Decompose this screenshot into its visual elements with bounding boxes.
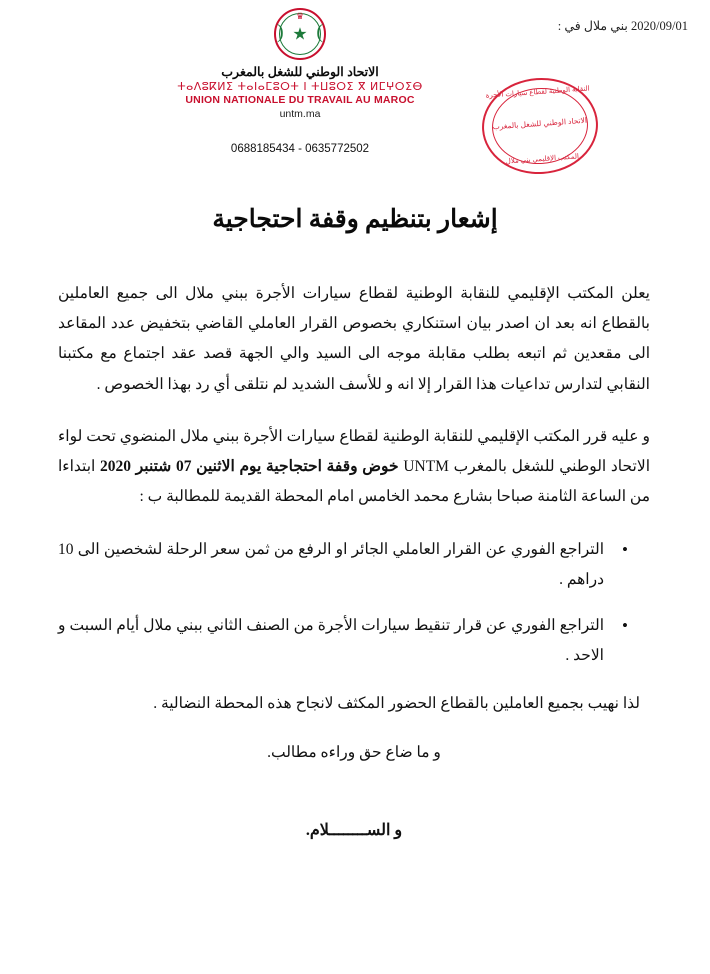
paragraph-2 <box>58 422 650 513</box>
date-line <box>558 18 688 34</box>
protest-date-bold: خوض وقفة احتجاجية يوم الاثنين 07 شتنبر 2020 <box>100 458 399 476</box>
page-title: إشعار بتنظيم وقفة احتجاجية <box>212 206 498 233</box>
crown-icon: ♛ <box>295 11 305 21</box>
org-name-arabic: الاتحاد الوطني للشغل بالمغرب <box>221 65 379 79</box>
wreath-right-icon: ) <box>316 21 323 43</box>
paragraph-2-part2: ابتداءا من الساعة الثامنة صباحا بشارع محمد الخامس امام المحطة القديمة للمطالبة ب : <box>58 458 650 506</box>
list-item: • التراجع الفوري عن القرار العاملي الجائر او الرفع من ثمن سعر الرحلة لشخصين الى 10 دراهم . <box>58 535 622 595</box>
closing-line-1: لذا نهيب بجميع العاملين بالقطاع الحضور المكثف لانجاح هذه المحطة النضالية . <box>153 695 640 713</box>
org-name-french: UNION NATIONALE DU TRAVAIL AU MAROC <box>185 94 415 106</box>
stamp-top-text: النقابة الوطنية لقطاع سيارات الأجرة <box>485 85 590 100</box>
demands-list <box>58 535 650 672</box>
stamp-bottom-text: المكتب الإقليمي بني ملال <box>505 153 580 166</box>
paragraph-2-part1: و عليه قرر المكتب الإقليمي للنقابة الوطنية لقطاع سيارات الأجرة ببني ملال المنضوي تحت لواء الاتحاد الوطني للشغل بالمغرب <box>58 427 650 476</box>
org-name-tifinagh: ⵜⴰⴷⵓⴽⵍⵉ ⵜⴰⵏⴰⵎⵓⵔⵜ ⵏ ⵜⵡⵓⵔⵉ ⴳ ⵍⵎⵖⵔⵉⴱ <box>177 80 423 93</box>
official-stamp <box>479 74 601 178</box>
morocco-untm-emblem-icon <box>274 8 326 60</box>
paragraph-1: يعلن المكتب الإقليمي للنقابة الوطنية لقطاع سيارات الأجرة ببني ملال الى جميع العاملين بالقطاع انه بعد ان اصدر بيان استنكاري بخصوص القرار العاملي القاضي بتخفيض عدد المقاعد الى مقعدين ثم اتبعه بطلب مقابلة موجه الى السيد والي الجهة قصد عقد اجتماع مع مكتبنا النقابي لتدارس تداعيات هذا القرار إلا انه و للأسف الشديد لم نتلقى أي رد بهذا الخصوص . <box>58 285 650 393</box>
organization-block <box>150 8 450 120</box>
signoff-text: و الســــــــلام. <box>305 821 403 839</box>
pentagram-star-icon: ★ <box>292 24 308 44</box>
date-label: بني ملال في : <box>557 19 628 33</box>
document-header <box>0 0 710 190</box>
list-item: • التراجع الفوري عن قرار تنقيط سيارات الأجرة من الصنف الثاني ببني ملال أيام السبت و الاحد . <box>58 611 622 671</box>
stamp-mid-text: الاتحاد الوطني للشغل بالمغرب <box>492 115 588 132</box>
wreath-left-icon: ( <box>277 21 284 43</box>
untm-acronym: UNTM <box>403 458 449 476</box>
org-website: untm.ma <box>279 108 321 120</box>
date-value: 2020/09/01 <box>631 19 688 33</box>
closing-line-2: و ما ضاع حق وراءه مطالب. <box>267 743 441 761</box>
contact-phones: 0688185434 - 0635772502 <box>230 143 370 155</box>
document-body <box>0 237 710 840</box>
